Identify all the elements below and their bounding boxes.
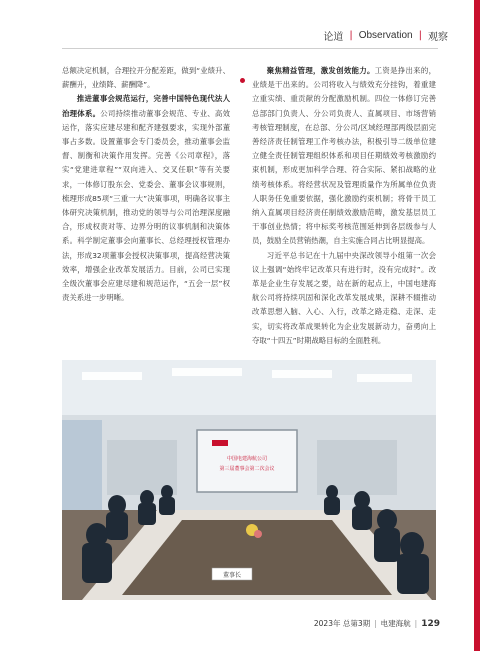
header-divider: | — [349, 30, 353, 41]
bullet-dot — [240, 78, 245, 83]
page-number: 129 — [421, 618, 440, 629]
right-column — [252, 64, 436, 348]
header-divider: | — [418, 30, 422, 41]
issue-label: 2023年 总第3期 — [313, 619, 371, 628]
screen-text-line1: 中国电建海航公司 — [226, 456, 268, 462]
section-header — [323, 28, 448, 43]
left-paragraph-2 — [62, 92, 230, 305]
section-title-en: Observation — [358, 30, 413, 41]
left-column — [62, 64, 230, 305]
section-title-cn: 论道 — [323, 32, 344, 43]
section-title-cn-2: 观察 — [428, 32, 448, 43]
left-paragraph-2-lead: 推进董事会规范运行，完善中国特色现代法人治理体系。 — [62, 94, 230, 118]
right-paragraph-2: 习近平总书记在十九届中央深改领导小组第一次会议上强调“始终牢记改革只有进行时，没有完成时”。改革是企业生存发展之要，站在新的起点上，中国电建海航公司将持续巩固和深化改革发展成果，深耕不辍推动改革思想入脑、入心、入行，改革之路走稳、走深、走实，切实将改革成果转化为企业发展新动力，奋勇向上夺取“十四五”时期战略目标的全面胜利。 — [252, 250, 436, 345]
page-edge-bar — [474, 0, 480, 651]
left-paragraph-2-body: 公司持续推动董事会规范、专业、高效运作，落实应建尽建和配齐建强要求，实现外部董事占多数。设置董事会专门委员会，推动董事会监督、制衡和决策作用发挥。完善《公司章程》，落实“党建进章程”“双向进入、交叉任职”等有关要求，一体修订股东会、党委会、董事会议事规则，梳理形成85项“三重一大”决策事项，明确各议事主体研究决策机制，推动党的领导与公司治理深度融合，形成权责对等、边界分明的议事机制和决策体系。科学制定董事会向董事长、总经理授权管理办法，形成32项董事会授权决策事项，提高经营决策效率，增强企业改革发展活力。目前，公司已实现全级次董事会应建尽建和规范运作，“五会一层”权责关系进一步明晰。 — [62, 108, 230, 303]
name-placard-text: 董事长 — [222, 572, 242, 579]
left-paragraph-1: 总额决定机制，合理拉开分配差距，做到“业绩升、薪酬升，业绩降、薪酬降”。 — [62, 66, 230, 90]
page-footer — [314, 618, 440, 629]
right-paragraph-1-lead: 聚焦精益管理，激发创效能力。 — [266, 66, 375, 75]
footer-divider: | — [374, 619, 377, 628]
footer-divider: | — [414, 619, 418, 628]
meeting-photo — [62, 360, 436, 600]
magazine-name: 电建海航 — [380, 619, 411, 628]
meeting-photo-illustration — [62, 360, 436, 600]
right-paragraph-1 — [252, 64, 436, 249]
header-rule — [62, 48, 438, 49]
right-paragraph-1-body: 工资是挣出来的，业绩是干出来的。公司将收入与绩效充分挂钩，着重建立重实绩、重贡献的分配激励机制。四位一体修订完善总部部门负责人、分公司负责人、直属项目、市场营销考核管理制度，在总部、分公司/区域经理部两级层面完善经济责任制管理工作考核办法，积极引导二级单位建立健全责任制管理组织体系和项目任期绩效考核激励约束机制，形成更加科学合理、符合实际、紧扣战略的业绩考核体系。将经营状况及管理质量作为所属单位负责人职务任免重要依据，强化激励约束机制；将骨干员工纳入直属项目经济责任制绩效激励范畴，激发基层员工干事创业热情；将中标奖考核范围延伸到各层级参与人员，鼓励全员营销热潮，自主实施合同占比明显提高。 — [252, 66, 436, 246]
screen-text-line2: 第三届董事会第二次会议 — [219, 466, 275, 472]
